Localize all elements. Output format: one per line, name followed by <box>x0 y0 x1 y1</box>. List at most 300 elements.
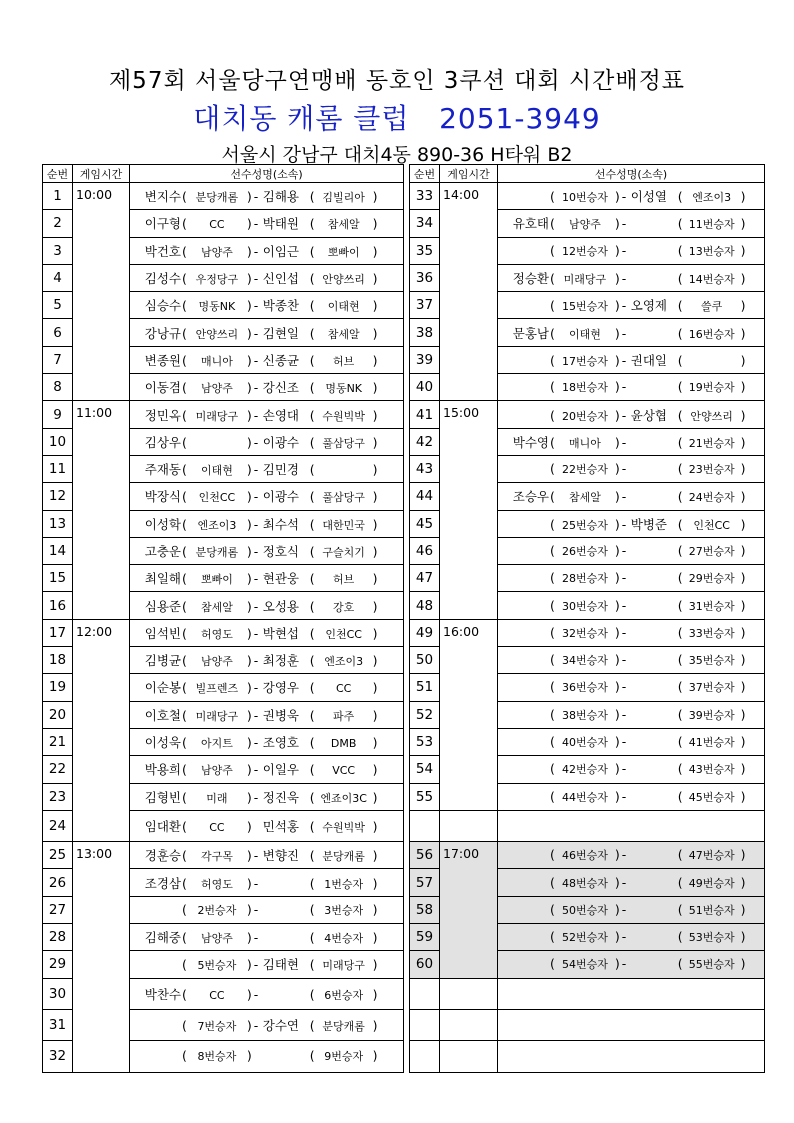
match-players: 최일해( 뽀빠이 ) - 현관웅 ( 허브 ) <box>130 565 404 592</box>
match-players: 박찬수( CC ) - ( 6번승자 ) <box>130 978 404 1009</box>
match-number <box>410 1041 440 1072</box>
match-players: 김상우( ) - 이광수 ( 풀삼당구 ) <box>130 428 404 455</box>
player-a-club: 명동NK <box>198 300 236 314</box>
player-b-name: 박태원 <box>262 216 300 232</box>
match-number: 49 <box>410 619 440 646</box>
match-number: 45 <box>410 510 440 537</box>
match-players: 조경삼( 허영도 ) - ( 1번승자 ) <box>130 869 404 896</box>
match-number: 1 <box>43 183 73 210</box>
match-number: 46 <box>410 537 440 564</box>
table-row <box>43 510 765 537</box>
versus-dash: - <box>621 652 627 668</box>
versus-dash: - <box>253 434 259 450</box>
player-b-club: 구슬치기 <box>322 546 365 559</box>
match-players: 조승우( 참세알 ) - ( 24번승자 ) <box>498 483 765 510</box>
player-a-name: 고충운 <box>144 544 181 559</box>
player-b-club: VCC <box>332 764 356 778</box>
player-b-name: 최수석 <box>262 516 300 532</box>
versus-dash: - <box>253 957 259 973</box>
game-time <box>440 1041 498 1072</box>
player-a-club: 미래당구 <box>563 273 607 287</box>
versus-dash: - <box>621 956 627 972</box>
player-b-club: 명동NK <box>325 382 363 396</box>
match-players: ( 26번승자 ) - ( 27번승자 ) <box>498 537 765 564</box>
match-players: ( 40번승자 ) - ( 41번승자 ) <box>498 728 765 755</box>
versus-dash: - <box>621 847 627 863</box>
player-b-name: 윤상협 <box>630 407 668 423</box>
player-a-club: 2번승자 <box>197 903 237 917</box>
player-b-name: 김민경 <box>262 462 300 478</box>
match-players: 경훈승( 각구목 ) - 변향진 ( 분당캐롬 ) <box>130 842 404 869</box>
player-b-club: 이태현 <box>327 300 360 314</box>
player-b-club: 쓸쿠 <box>701 300 723 314</box>
match-players: ( 28번승자 ) - ( 29번승자 ) <box>498 565 765 592</box>
player-a-club: 분당캐롬 <box>195 191 239 205</box>
match-players: 정민옥( 미래당구 ) - 손영대 ( 수원빅박 ) <box>130 401 404 428</box>
table-row <box>43 896 765 923</box>
match-players: ( 30번승자 ) - ( 31번승자 ) <box>498 592 765 619</box>
match-number: 11 <box>43 455 73 482</box>
player-a-name: 임석빈 <box>144 625 181 641</box>
player-b-name: 이광수 <box>262 489 300 505</box>
versus-dash: - <box>253 875 259 891</box>
versus-dash: - <box>621 761 627 777</box>
player-b-club: 53번승자 <box>688 931 735 945</box>
versus-dash: - <box>621 706 627 722</box>
match-number: 57 <box>410 869 440 896</box>
match-number: 56 <box>410 842 440 869</box>
player-b-name: 조영호 <box>262 735 300 751</box>
player-a-club: 52번승자 <box>561 931 608 945</box>
versus-dash: - <box>253 271 259 287</box>
match-number: 12 <box>43 483 73 510</box>
match-number: 16 <box>43 592 73 619</box>
match-players: 이성학( 엔조이3 ) - 최수석 ( 대한민국 ) <box>130 510 404 537</box>
match-players: 김병균( 남양주 ) - 최정훈 ( 엔조이3 ) <box>130 647 404 674</box>
versus-dash: - <box>253 243 259 259</box>
match-players: ( 5번승자 ) - 김태현 ( 미래당구 ) <box>130 951 404 978</box>
table-row <box>43 210 765 237</box>
player-a-name: 최일해 <box>144 571 181 587</box>
versus-dash: - <box>621 929 627 945</box>
player-b-club: 분당캐롬 <box>322 850 365 864</box>
player-a-club: 각구목 <box>200 850 233 864</box>
player-a-club: CC <box>209 988 225 1002</box>
player-b-club: 3번승자 <box>324 903 364 917</box>
player-b-name: 이성열 <box>630 189 668 205</box>
player-b-club: 14번승자 <box>688 273 735 287</box>
versus-dash: - <box>621 216 627 232</box>
match-players: ( 7번승자 ) - 강수연 ( 분당캐롬 ) <box>130 1009 404 1040</box>
versus-dash: - <box>621 461 627 477</box>
player-b-club: 엔죠이3C <box>320 791 367 805</box>
player-b-name: 김태현 <box>262 957 300 973</box>
schedule-table <box>42 164 765 1073</box>
player-a-club: 참세알 <box>200 600 233 614</box>
match-players: 이순봉( 빌프렌즈 ) - 강영우 ( CC ) <box>130 674 404 701</box>
player-b-club: 51번승자 <box>688 903 735 917</box>
game-time: 17:00 <box>440 842 498 978</box>
player-b-club: 참세알 <box>327 218 360 232</box>
player-b-name: 김현일 <box>262 325 300 341</box>
player-a-club: 아지트 <box>200 737 233 751</box>
player-a-club: 5번승자 <box>197 959 237 973</box>
player-a-club: 50번승자 <box>561 903 608 917</box>
versus-dash: - <box>621 407 627 423</box>
game-time: 16:00 <box>440 619 498 810</box>
match-players: ( 12번승자 ) - ( 13번승자 ) <box>498 237 765 264</box>
player-b-club: 강호 <box>333 600 355 614</box>
player-b-club: 분당캐롬 <box>322 1020 365 1034</box>
match-number: 17 <box>43 619 73 646</box>
player-a-name: 이순봉 <box>144 680 181 696</box>
match-number <box>410 978 440 1009</box>
match-number: 10 <box>43 428 73 455</box>
versus-dash: - <box>253 489 259 505</box>
match-number: 37 <box>410 292 440 319</box>
player-b-club: 31번승자 <box>688 599 735 613</box>
match-players: ( 44번승자 ) - ( 45번승자 ) <box>498 783 765 810</box>
game-time: 11:00 <box>73 401 130 619</box>
player-a-club: 46번승자 <box>561 849 608 863</box>
player-b-club: 43번승자 <box>688 763 735 777</box>
table-row <box>43 183 765 210</box>
versus-dash: - <box>621 570 627 586</box>
player-a-name: 김형빈 <box>144 789 181 805</box>
match-number: 15 <box>43 565 73 592</box>
versus-dash: - <box>621 325 627 341</box>
game-time <box>440 978 498 1009</box>
match-number: 24 <box>43 810 73 841</box>
table-row <box>43 483 765 510</box>
versus-dash: - <box>253 462 259 478</box>
versus-dash: - <box>253 735 259 751</box>
match-players: 유호태( 남양주 ) - ( 11번승자 ) <box>498 210 765 237</box>
versus-dash: - <box>253 516 259 532</box>
versus-dash: - <box>621 734 627 750</box>
versus-dash: - <box>253 901 259 917</box>
club-name-phone: 대치동 캐롬 클럽 2051-3949 <box>193 102 601 135</box>
player-b-club: 4번승자 <box>324 932 364 946</box>
player-b-name: 박종찬 <box>262 298 300 314</box>
player-a-name: 변지수 <box>144 189 181 205</box>
versus-dash: - <box>621 543 627 558</box>
match-players: 고충운( 분당캐롬 ) - 정호식 ( 구슬치기 ) <box>130 537 404 564</box>
match-players: 김형빈( 미래 ) - 정진욱 ( 엔죠이3C ) <box>130 783 404 810</box>
player-a-name: 정민옥 <box>144 407 181 423</box>
table-row <box>43 374 765 401</box>
player-b-name: 정진욱 <box>262 789 300 805</box>
match-players <box>498 1041 765 1072</box>
table-row <box>43 264 765 291</box>
player-a-club: 28번승자 <box>561 572 608 586</box>
match-players: ( 54번승자 ) - ( 55번승자 ) <box>498 951 765 978</box>
table-row <box>43 346 765 373</box>
player-b-club: 허브 <box>333 354 355 368</box>
player-b-club: 인천CC <box>693 518 730 532</box>
player-b-club: 파주 <box>333 709 355 723</box>
match-players: ( 22번승자 ) - ( 23번승자 ) <box>498 455 765 482</box>
versus-dash: - <box>621 298 627 314</box>
match-number: 39 <box>410 346 440 373</box>
match-number: 4 <box>43 264 73 291</box>
match-number: 21 <box>43 728 73 755</box>
player-b-name: 신종균 <box>262 352 300 368</box>
player-b-name: 박현섭 <box>262 625 300 641</box>
match-number: 33 <box>410 183 440 210</box>
player-b-name: 권병욱 <box>262 707 300 723</box>
player-b-club: 엔조이3 <box>324 655 364 669</box>
player-a-name: 박용희 <box>144 762 181 778</box>
match-players: ( 20번승자 ) - 윤상협 ( 안양쓰리 ) <box>498 401 765 428</box>
player-b-club: 39번승자 <box>688 708 735 722</box>
table-row <box>43 537 765 564</box>
match-players: ( 18번승자 ) - ( 19번승자 ) <box>498 374 765 401</box>
player-a-name: 박수영 <box>512 434 549 450</box>
player-b-name: 김해용 <box>262 189 300 205</box>
versus-dash: - <box>621 788 627 804</box>
match-players: 강낭규( 안양쓰리 ) - 김현일 ( 참세알 ) <box>130 319 404 346</box>
table-row <box>43 1009 765 1040</box>
table-row <box>43 728 765 755</box>
table-row <box>43 319 765 346</box>
player-a-club: 18번승자 <box>561 381 608 395</box>
table-row <box>43 783 765 810</box>
match-players: 박용희( 남양주 ) - 이일우 ( VCC ) <box>130 756 404 783</box>
player-b-club: 49번승자 <box>688 876 735 890</box>
player-a-club: 44번승자 <box>561 790 608 804</box>
versus-dash: - <box>621 516 627 532</box>
player-b-name: 최정훈 <box>262 653 300 669</box>
player-b-club: 허브 <box>333 573 355 587</box>
match-number: 52 <box>410 701 440 728</box>
player-a-club: 분당캐롬 <box>195 546 239 559</box>
match-number: 5 <box>43 292 73 319</box>
match-number: 53 <box>410 728 440 755</box>
player-b-club: 13번승자 <box>688 244 735 258</box>
match-players: 이호철( 미래당구 ) - 권병욱 ( 파주 ) <box>130 701 404 728</box>
match-players: ( 8번승자 ) ( 9번승자 ) <box>130 1041 404 1072</box>
match-number: 23 <box>43 783 73 810</box>
player-a-club: 48번승자 <box>561 876 608 890</box>
versus-dash: - <box>621 271 627 287</box>
game-time: 10:00 <box>73 183 130 401</box>
player-a-club: 참세알 <box>568 491 601 505</box>
player-b-club: CC <box>335 682 352 696</box>
player-b-name: 현관웅 <box>262 571 300 587</box>
match-number: 25 <box>43 842 73 869</box>
match-number: 32 <box>43 1041 73 1072</box>
match-players: 박건호( 남양주 ) - 이임근 ( 뽀빠이 ) <box>130 237 404 264</box>
versus-dash: - <box>253 189 259 205</box>
player-b-club: 뽀빠이 <box>327 245 360 259</box>
match-players: 변종원( 매니아 ) - 신종균 ( 허브 ) <box>130 346 404 373</box>
versus-dash: - <box>621 379 627 395</box>
player-a-club: 빌프렌즈 <box>195 682 239 696</box>
player-a-club: 남양주 <box>200 932 233 946</box>
match-number: 54 <box>410 756 440 783</box>
player-a-club: 안양쓰리 <box>195 327 239 341</box>
player-a-club: 미래 <box>206 791 228 805</box>
header-num: 순번 <box>410 165 440 183</box>
player-b-club: 9번승자 <box>324 1050 364 1064</box>
match-players: 이구형( CC ) - 박태원 ( 참세알 ) <box>130 210 404 237</box>
match-number: 14 <box>43 537 73 564</box>
versus-dash: - <box>253 298 259 314</box>
versus-dash: - <box>621 679 627 695</box>
player-a-club: 허영도 <box>200 627 233 641</box>
match-number: 50 <box>410 647 440 674</box>
player-b-name: 신인섭 <box>262 271 300 287</box>
table-row <box>43 810 765 841</box>
player-a-club: 남양주 <box>200 382 233 396</box>
player-b-club: 21번승자 <box>688 436 735 450</box>
player-a-club: 인천CC <box>198 491 236 505</box>
match-players: ( 10번승자 ) - 이성열 ( 엔조이3 ) <box>498 183 765 210</box>
player-a-name: 경훈승 <box>144 848 181 864</box>
match-number: 38 <box>410 319 440 346</box>
match-players: ( 52번승자 ) - ( 53번승자 ) <box>498 924 765 951</box>
match-players <box>498 810 765 841</box>
match-number: 19 <box>43 674 73 701</box>
match-players <box>498 1009 765 1040</box>
player-a-club: 이태현 <box>200 464 233 478</box>
player-a-club: CC <box>209 218 225 232</box>
table-row <box>43 842 765 869</box>
table-row <box>43 701 765 728</box>
player-a-club: 26번승자 <box>561 545 608 558</box>
player-a-club: 이태현 <box>568 327 601 341</box>
match-number: 36 <box>410 264 440 291</box>
player-b-name: 이일우 <box>262 762 300 778</box>
match-number: 8 <box>43 374 73 401</box>
player-a-club: 36번승자 <box>561 681 608 695</box>
player-a-club: 34번승자 <box>561 654 608 668</box>
game-time: 14:00 <box>440 183 498 401</box>
player-b-club: 24번승자 <box>688 491 735 505</box>
player-a-name: 변종원 <box>144 352 181 368</box>
player-b-club: 45번승자 <box>688 790 735 804</box>
player-a-name: 이성학 <box>144 516 181 532</box>
match-number <box>410 1009 440 1040</box>
player-b-club: DMB <box>330 737 357 751</box>
player-a-name: 박장식 <box>144 489 181 505</box>
player-b-club: 풀삼당구 <box>322 491 365 505</box>
match-players: ( 42번승자 ) - ( 43번승자 ) <box>498 756 765 783</box>
game-time: 12:00 <box>73 619 130 841</box>
player-b-club: 안양쓰리 <box>322 273 365 287</box>
match-number: 27 <box>43 896 73 923</box>
match-players: ( 17번승자 ) - 권대일 ( ) <box>498 346 765 373</box>
match-number: 26 <box>43 869 73 896</box>
player-a-club: 남양주 <box>200 245 233 259</box>
player-a-name: 이구형 <box>144 216 181 232</box>
versus-dash: - <box>621 597 627 613</box>
versus-dash: - <box>253 598 259 614</box>
match-number: 55 <box>410 783 440 810</box>
match-number: 41 <box>410 401 440 428</box>
match-number: 48 <box>410 592 440 619</box>
table-row <box>43 592 765 619</box>
player-b-name: 권대일 <box>630 352 668 368</box>
versus-dash: - <box>621 874 627 890</box>
versus-dash: - <box>253 216 259 232</box>
match-players: 정승환( 미래당구 ) - ( 14번승자 ) <box>498 264 765 291</box>
match-number: 9 <box>43 401 73 428</box>
player-b-club: 수원빅박 <box>322 409 365 423</box>
player-b-club: 엔조이3 <box>692 191 732 205</box>
player-a-name: 조경삼 <box>144 875 181 891</box>
player-b-name: 강수연 <box>262 1018 300 1034</box>
match-players: ( 25번승자 ) - 박병준 ( 인천CC ) <box>498 510 765 537</box>
player-a-name: 김병균 <box>144 653 181 669</box>
game-time: 13:00 <box>73 842 130 1072</box>
table-row <box>43 924 765 951</box>
player-a-club: 남양주 <box>200 764 233 778</box>
player-b-club: 6번승자 <box>324 988 364 1002</box>
table-row <box>43 292 765 319</box>
versus-dash: - <box>253 352 259 368</box>
player-a-name: 심승수 <box>144 298 181 314</box>
match-number: 31 <box>43 1009 73 1040</box>
player-b-name: 강신조 <box>262 380 300 396</box>
player-a-club: 남양주 <box>568 218 601 232</box>
match-players: ( 50번승자 ) - ( 51번승자 ) <box>498 896 765 923</box>
versus-dash: - <box>253 407 259 423</box>
player-a-name: 주재동 <box>144 462 181 478</box>
table-row <box>43 869 765 896</box>
player-a-club: 우정당구 <box>195 273 239 287</box>
versus-dash: - <box>253 625 259 641</box>
match-players: ( 2번승자 ) - ( 3번승자 ) <box>130 896 404 923</box>
match-number: 42 <box>410 428 440 455</box>
player-a-name: 김성수 <box>144 271 181 287</box>
club-address: 서울시 강남구 대치4동 890-36 H타워 B2 <box>221 144 573 166</box>
match-players <box>498 978 765 1009</box>
player-b-club: 41번승자 <box>688 736 735 750</box>
table-row <box>43 647 765 674</box>
player-a-name: 이성욱 <box>144 735 181 751</box>
player-b-club: 대한민국 <box>322 518 365 532</box>
game-time <box>440 1009 498 1040</box>
player-a-club: 남양주 <box>200 655 233 669</box>
player-a-name: 박찬수 <box>144 986 181 1002</box>
document-title: 제57회 서울당구연맹배 동호인 3쿠션 대회 시간배정표 <box>108 68 686 94</box>
game-time: 15:00 <box>440 401 498 619</box>
player-a-name: 김상우 <box>144 434 181 450</box>
table-row <box>43 674 765 701</box>
versus-dash: - <box>253 789 259 805</box>
player-a-club: CC <box>209 820 225 834</box>
versus-dash: - <box>253 986 259 1002</box>
player-a-club: 7번승자 <box>197 1020 237 1034</box>
match-players: 변지수( 분당캐롬 ) - 김해용 ( 김빌리아 ) <box>130 183 404 210</box>
header-players: 선수성명(소속) <box>498 165 765 183</box>
player-b-name: 오영제 <box>630 298 668 314</box>
player-b-club: 미래당구 <box>322 959 365 973</box>
versus-dash: - <box>621 901 627 917</box>
versus-dash: - <box>621 434 627 450</box>
player-b-club: 19번승자 <box>688 381 735 395</box>
versus-dash: - <box>621 352 627 368</box>
versus-dash: - <box>253 762 259 778</box>
match-players: 문홍남( 이태현 ) - ( 16번승자 ) <box>498 319 765 346</box>
player-a-club: 엔조이3 <box>197 518 237 532</box>
header-time: 게임시간 <box>440 165 498 183</box>
match-players: 이동겸( 남양주 ) - 강신조 ( 명동NK ) <box>130 374 404 401</box>
versus-dash: - <box>253 653 259 669</box>
player-b-club: 23번승자 <box>688 463 735 477</box>
